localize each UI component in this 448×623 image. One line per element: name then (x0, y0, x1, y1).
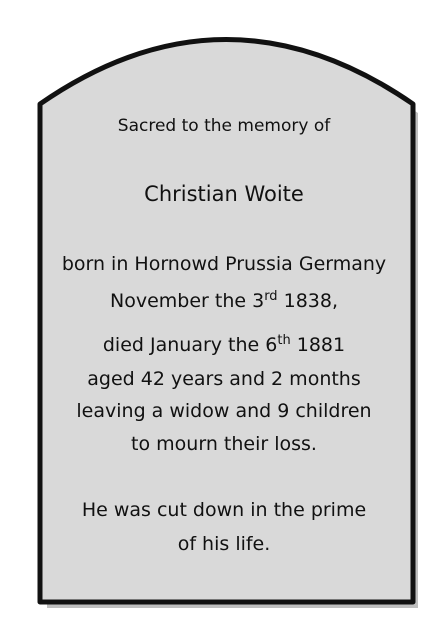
birth-date-prefix: November the 3 (109, 290, 265, 312)
mourning-text: to mourn their loss. (131, 433, 317, 455)
deceased-name: Christian Woite (144, 182, 304, 206)
death-date-ordinal: th (277, 333, 291, 348)
dedication-text: Sacred to the memory of (117, 116, 331, 136)
birth-date-ordinal: rd (264, 289, 278, 304)
birthplace-text: born in Hornowd Prussia Germany (61, 253, 387, 275)
death-date-text (0, 333, 448, 356)
epitaph-line-1: He was cut down in the prime (81, 499, 367, 521)
age-text: aged 42 years and 2 months (87, 368, 361, 390)
birth-year: 1838, (277, 290, 338, 312)
family-text: leaving a widow and 9 children (76, 400, 372, 422)
death-year: 1881 (290, 334, 346, 356)
epitaph-line-2: of his life. (177, 533, 271, 555)
death-date-prefix: died January the 6 (102, 334, 278, 356)
birth-date-text (0, 289, 448, 312)
